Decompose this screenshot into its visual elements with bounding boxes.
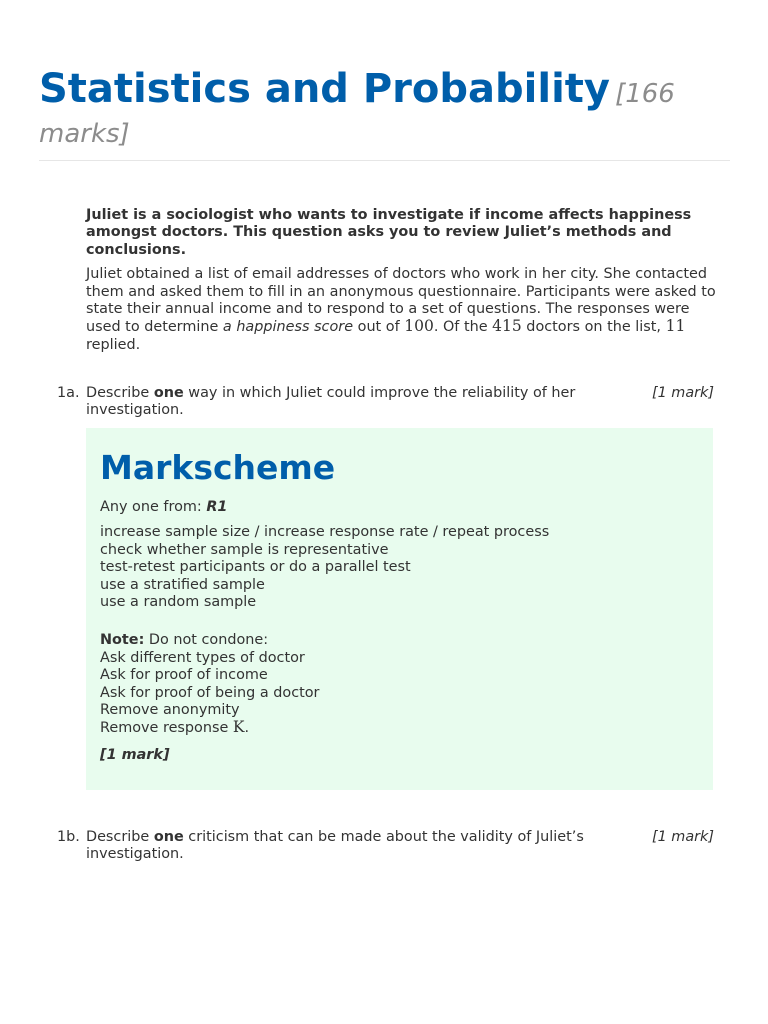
markscheme-heading: Markscheme — [100, 448, 336, 487]
markscheme-note-math-k: K — [232, 718, 245, 737]
intro-body-part5: replied. — [86, 336, 141, 353]
markscheme-note-last-text: Remove response — [100, 720, 233, 737]
markscheme-answer-item: increase sample size / increase response rate / repeat process — [100, 524, 550, 541]
question-1a-number: 1a. — [57, 385, 80, 401]
markscheme-answer-item: check whether sample is representative — [100, 541, 389, 558]
intro-number-100: 100 — [404, 317, 434, 336]
question-1a-text-after: way in which Juliet could improve the reliability of her investigation. — [86, 385, 576, 419]
intro-number-11: 11 — [665, 317, 686, 336]
question-1a-text — [86, 385, 626, 420]
title-divider — [39, 160, 730, 161]
markscheme-answer-list — [100, 524, 690, 611]
markscheme-answer-item: use a stratified sample — [100, 576, 265, 593]
markscheme-note-header — [100, 632, 690, 649]
question-intro — [86, 207, 716, 354]
markscheme-notes — [100, 632, 690, 737]
question-1b-number: 1b. — [57, 829, 80, 845]
question-1b-marks: [1 mark] — [651, 829, 714, 845]
markscheme-note-item — [100, 719, 690, 737]
intro-number-415: 415 — [492, 317, 522, 336]
intro-body — [86, 266, 716, 354]
question-1b-text-after: criticism that can be made about the validity of Juliet’s investigation. — [86, 829, 584, 863]
markscheme-intro-text: Any one from: — [100, 499, 207, 515]
markscheme-note-item: Ask for proof of income — [100, 667, 268, 684]
markscheme-note-label: Note: — [100, 632, 145, 649]
intro-happiness-score: a happiness score — [222, 319, 354, 336]
page-title — [39, 66, 719, 154]
intro-body-part3: . Of the — [433, 319, 493, 336]
question-1b-text-before: Describe — [86, 829, 154, 845]
page-title-marks: [166 marks] — [39, 79, 675, 149]
intro-summary: Juliet is a sociologist who wants to investigate if income affects happiness amongst doctors. This question asks you to review Juliet’s methods and conclusions. — [86, 207, 692, 258]
markscheme-note-item: Ask different types of doctor — [100, 649, 305, 666]
markscheme-answer-item: use a random sample — [100, 594, 257, 611]
markscheme-note-text: Do not condone: — [144, 632, 269, 649]
question-1b-text — [86, 829, 626, 864]
intro-body-part2: out of — [353, 319, 405, 336]
intro-body-part1: Juliet obtained a list of email addresses of doctors who work in her city. She contacted them and asked them to fill in an anonymous questionnaire. Participants were asked to state their annual income and to respond to a set of questions. The responses were used to determine — [86, 266, 716, 336]
markscheme-answer-item: test-retest participants or do a parallel test — [100, 559, 411, 576]
question-1a-emphasis: one — [153, 385, 184, 401]
markscheme-note-item: Remove anonymity — [100, 702, 240, 719]
question-1b-emphasis: one — [153, 829, 184, 845]
markscheme-note-item: Ask for proof of being a doctor — [100, 684, 320, 701]
question-1a-marks: [1 mark] — [651, 385, 714, 401]
intro-body-part4: doctors on the list, — [521, 319, 666, 336]
markscheme-code: R1 — [206, 499, 228, 515]
page-title-text: Statistics and Probability — [39, 66, 610, 112]
markscheme-intro — [100, 499, 690, 516]
question-1a-text-before: Describe — [86, 385, 154, 401]
markscheme-mark: [1 mark] — [100, 746, 170, 763]
markscheme-note-last-end: . — [244, 720, 250, 737]
markscheme-content — [100, 446, 690, 764]
markscheme-panel — [86, 428, 713, 790]
